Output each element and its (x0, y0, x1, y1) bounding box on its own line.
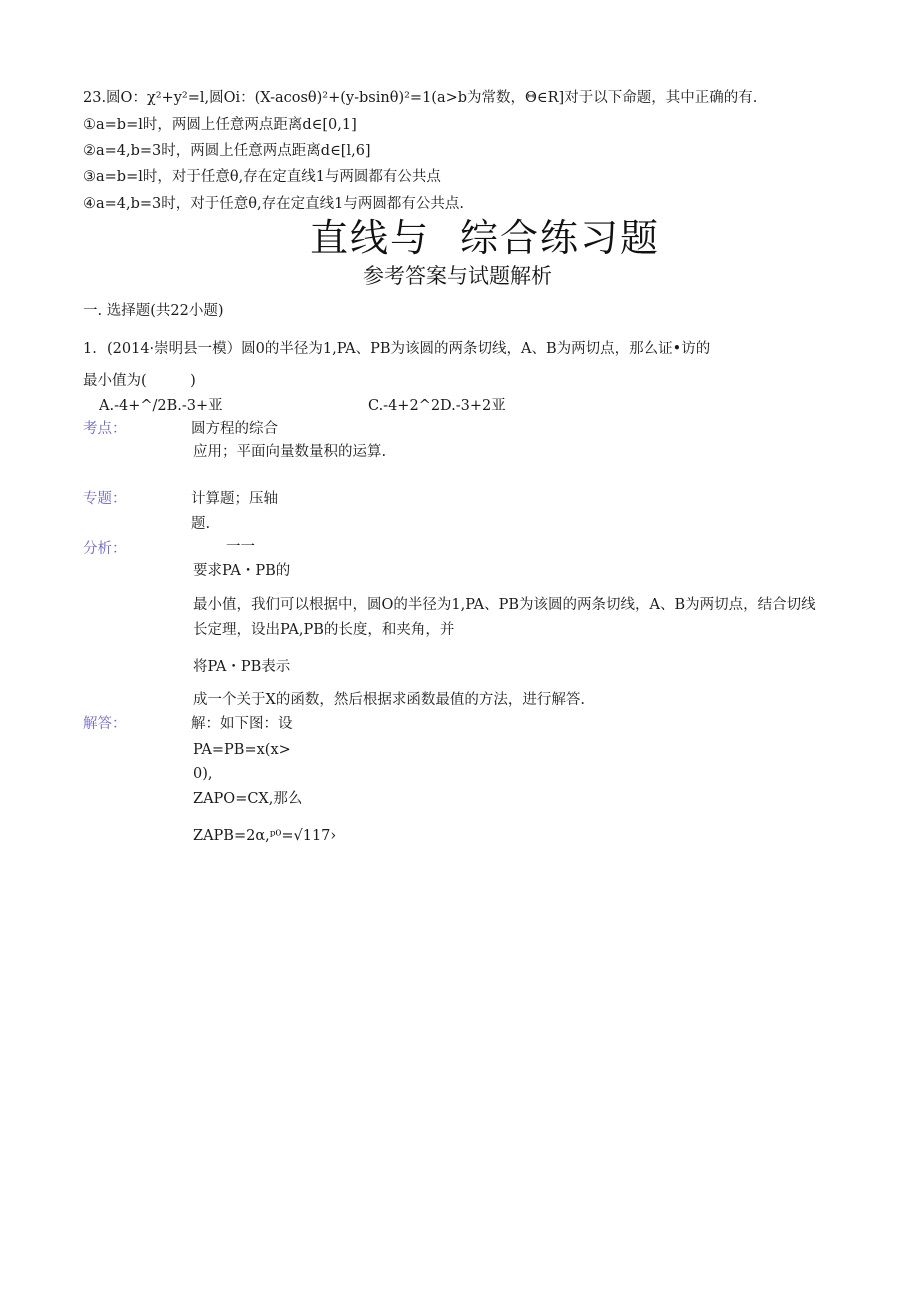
fenxi-text-line3: 长定理，设出PA,PB的长度，和夹角，并 (193, 622, 455, 638)
problem-23-statement: 23.圆O：χ²+y²=l,圆Oi：(X-acosθ)²+(y-bsinθ)²=1(a>b为常数，Θ∈R]对于以下命题，其中正确的有. (83, 90, 758, 106)
jieda-text-line2: PA=PB=x(x> (193, 742, 291, 758)
kaodian-label: 考点： (83, 421, 127, 437)
option-a-b: A.-4+^/2B.-3+亚 (99, 398, 223, 414)
section-heading: 一. 选择题(共22小题) (83, 303, 224, 319)
page-subtitle: 参考答案与试题解析 (363, 264, 552, 288)
question-number: 1. (83, 341, 97, 357)
fenxi-text-line5: 成一个关于X的函数，然后根据求函数最值的方法，进行解答. (193, 692, 585, 708)
kaodian-text-line2: 应用；平面向量数量积的运算. (193, 444, 387, 460)
zhuanti-text-line2: 题. (191, 516, 211, 532)
proposition-4: ④a=4,b=3时，对于任意θ,存在定直线1与两圆都有公共点. (83, 196, 464, 212)
kaodian-text-line1: 圆方程的综合 (191, 421, 278, 437)
proposition-1: ①a=b=l时，两圆上任意两点距离d∈[0,1] (83, 117, 357, 133)
fenxi-label: 分析： (83, 541, 127, 557)
jieda-text-line5: ZAPB=2α,ᵖ⁰=√117› (193, 828, 337, 844)
jieda-text-line1: 解：如下图：设 (191, 716, 293, 732)
jieda-text-line4: ZAPO=CX,那么 (193, 791, 303, 807)
fenxi-text-line4: 将PA・PB表示 (193, 659, 291, 675)
fenxi-text-line2: 最小值，我们可以根据中，圆O的半径为1,PA、PB为该圆的两条切线，A、B为两切点，结合切线 (193, 597, 816, 613)
proposition-2: ②a=4,b=3时，两圆上任意两点距离d∈[l,6] (83, 143, 371, 159)
page-title-part2: 综合练习题 (460, 216, 661, 260)
jieda-text-line3: 0), (193, 766, 213, 782)
fenxi-text-line1: 要求PA・PB的 (193, 563, 291, 579)
question-text-continued: 最小值为( ) (83, 373, 196, 389)
zhuanti-label: 专题： (83, 491, 127, 507)
page-title-part1: 直线与 (310, 216, 431, 260)
option-c-d: C.-4+2^2D.-3+2亚 (368, 398, 506, 414)
vector-arrow-marks: 一一 (226, 539, 255, 555)
jieda-label: 解答： (83, 716, 127, 732)
question-text: (2014·崇明县一模）圆0的半径为1,PA、PB为该圆的两条切线，A、B为两切点，那么证•访的 (107, 341, 711, 357)
proposition-3: ③a=b=l时，对于任意θ,存在定直线1与两圆都有公共点 (83, 169, 441, 185)
zhuanti-text-line1: 计算题；压轴 (191, 491, 278, 507)
